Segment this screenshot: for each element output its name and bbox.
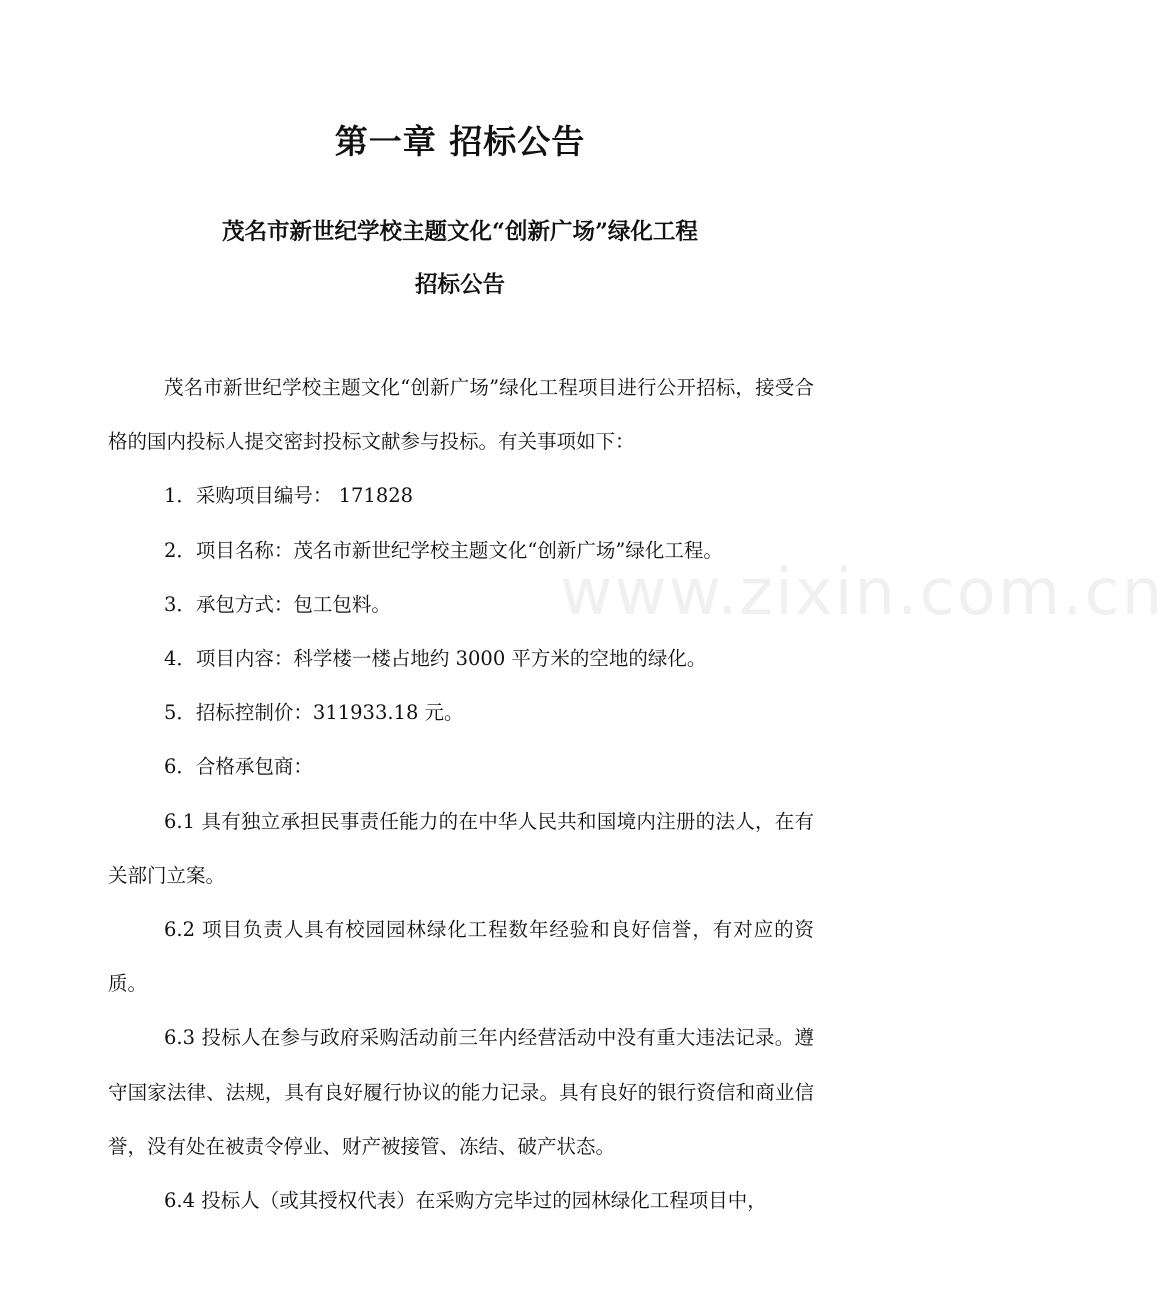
item-contract-method: 3．承包方式：包工包料。 [164, 592, 391, 616]
document-body [108, 361, 814, 1228]
chapter-title: 第一章 招标公告 [334, 122, 586, 161]
clause-6-4: 6.4 投标人（或其授权代表）在采购方完毕过的园林绿化工程项目中， [164, 1189, 767, 1213]
item-qualified-contractor: 6．合格承包商： [164, 755, 313, 779]
watermark: www.zixin.com.cn [560, 556, 1164, 630]
project-title: 茂名市新世纪学校主题文化“创新广场”绿化工程 [222, 219, 698, 245]
intro-paragraph: 茂名市新世纪学校主题文化“创新广场”绿化工程项目进行公开招标，接受合格的国内投标人提交密封投标文献参与投标。有关事项如下： [108, 376, 814, 454]
item-procurement-number: 1．采购项目编号： 171828 [164, 484, 414, 508]
clause-6-1: 6.1 具有独立承担民事责任能力的在中华人民共和国境内注册的法人，在有关部门立案。 [108, 809, 814, 887]
clause-6-3: 6.3 投标人在参与政府采购活动前三年内经营活动中没有重大违法记录。遵守国家法律、法规，具有良好履行协议的能力记录。具有良好的银行资信和商业信誉，没有处在被责令停业、财产被接管、冻结、破产状态。 [108, 1026, 814, 1158]
item-project-content: 4．项目内容：科学楼一楼占地约 3000 平方米的空地的绿化。 [164, 647, 707, 671]
clause-6-2: 6.2 项目负责人具有校园园林绿化工程数年经验和良好信誉，有对应的资质。 [108, 918, 814, 996]
announcement-title: 招标公告 [414, 272, 505, 298]
item-project-name: 2．项目名称：茂名市新世纪学校主题文化“创新广场”绿化工程。 [164, 538, 723, 562]
item-control-price: 5．招标控制价：311933.18 元。 [164, 701, 464, 725]
